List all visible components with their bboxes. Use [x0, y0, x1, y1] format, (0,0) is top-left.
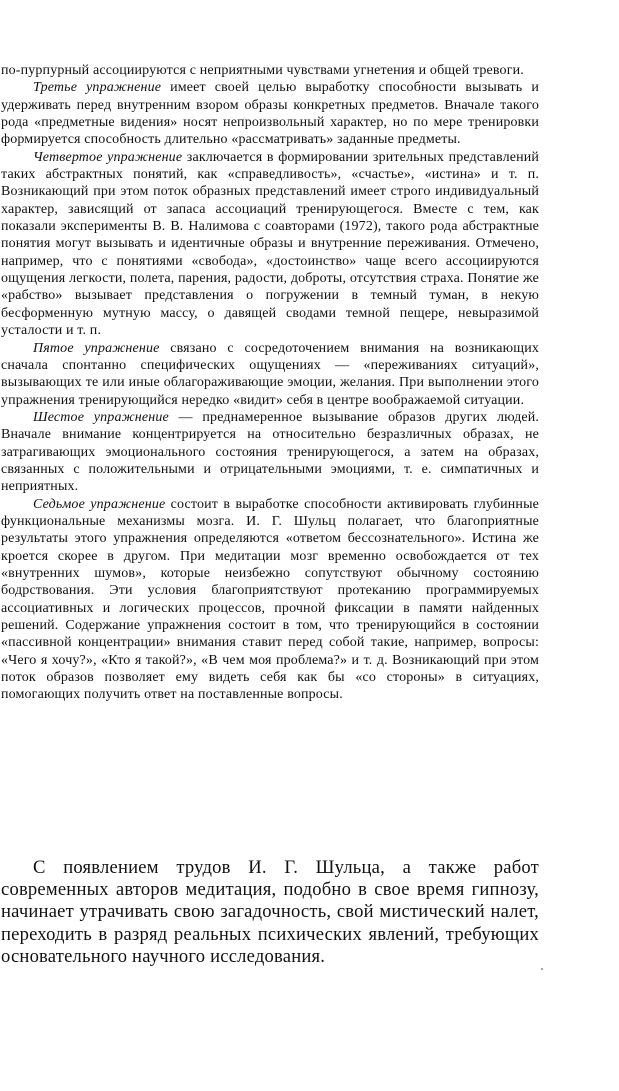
- paragraph-exercise-3: [1, 79, 539, 148]
- print-speck: [541, 968, 543, 970]
- exercise-heading: Третье упражнение: [33, 80, 162, 96]
- exercise-heading: Четвертое упражнение: [33, 149, 183, 165]
- paragraph-text: связано с сосредоточением внимания на возникающих сначала спонтанно специфических ощущениях — «переживаниях ситуаций», вызывающих те или иные облагораживающие эмоции, желания. При выполнении этого упражнения тренирующийся нередко «видит» себя в центре воображаемой ситуации.: [1, 340, 539, 408]
- conclusion-paragraph: С появлением трудов И. Г. Шульца, а также работ современных авторов медитация, подобно в свое время гипнозу, начинает утрачивать свою загадочность, свой мистический налет, переходить в разряд реальных психических явлений, требующих основательного научного исследования.: [1, 857, 539, 967]
- paragraph-exercise-4: [1, 149, 539, 340]
- paragraph-exercise-6: [1, 409, 539, 496]
- exercise-heading: Седьмое упражнение: [33, 496, 166, 512]
- paragraph-text: имеет своей целью выработку способности вызывать и удерживать перед внутренним взором образы конкретных предметов. Вначале такого рода «предметные видения» носят непроизвольный характер, но по мере тренировки формируется способность длительно «рассматривать» заданные предметы.: [1, 80, 539, 148]
- paragraph-exercise-7: [1, 496, 539, 704]
- paragraph-text: заключается в формировании зрительных представлений таких абстрактных понятий, как «справедливость», «счастье», «истина» и т. п. Возникающий при этом поток образных представлений имеет строго индивидуальный характер, зависящий от запаса ассоциаций тренирующегося. Вместе с тем, как показали эксперименты В. В. Налимова с соавторами (1972), такого рода абстрактные понятия могут вызывать и идентичные образы и внутренние переживания. Отмечено, например, что с понятиями «свобода», «достоинство» чаще всего ассоциируются ощущения легкости, полета, парения, радости, доброты, отсутствия страха. Понятие же «рабство» вызывает представления о погружении в темный туман, в некую бесформенную мутную массу, о давящей сводами темной пещере, невыразимой усталости и т. п.: [1, 149, 539, 339]
- paragraph-text: по-пурпурный ассоциируются с неприятными чувствами угнетения и общей тревоги.: [1, 63, 524, 78]
- paragraph-text: состоит в выработке способности активировать глубинные функциональные механизмы мозга. И. Г. Шульц полагает, что благоприятные результаты этого упражнения определяются «ответом бессознательного». Истина же кроется скорее в другом. При медитации мозг временно освобождается от тех «внутренних шумов», которые неизбежно сопутствуют обычному состоянию бодрствования. Эти условия благоприятствуют протеканию программируемых ассоциативных и логических процессов, прочной фиксации в памяти найденных решений. Содержание упражнения состоит в том, что тренирующийся в состоянии «пассивной концентрации» внимания ставит перед собой такие, например, вопросы: «Чего я хочу?», «Кто я такой?», «В чем моя проблема?» и т. д. Возникающий при этом поток образов позволяет ему видеть себя как бы «со стороны» в ситуациях, помогающих получить ответ на поставленные вопросы.: [1, 496, 539, 703]
- exercise-heading: Пятое упражнение: [33, 340, 160, 356]
- exercise-list-text: [1, 62, 539, 704]
- paragraph-text: — преднамеренное вызывание образов других людей. Вначале внимание концентрируется на относительно безразличных образах, не затрагивающих эмоционального состояния тренирующегося, а затем на образах, связанных с положительными и отрицательными эмоциями, т. е. симпатичных и неприятных.: [1, 409, 539, 495]
- paragraph-exercise-5: [1, 340, 539, 409]
- paragraph-continuation: [1, 62, 539, 79]
- exercise-heading: Шестое упражнение: [33, 409, 169, 425]
